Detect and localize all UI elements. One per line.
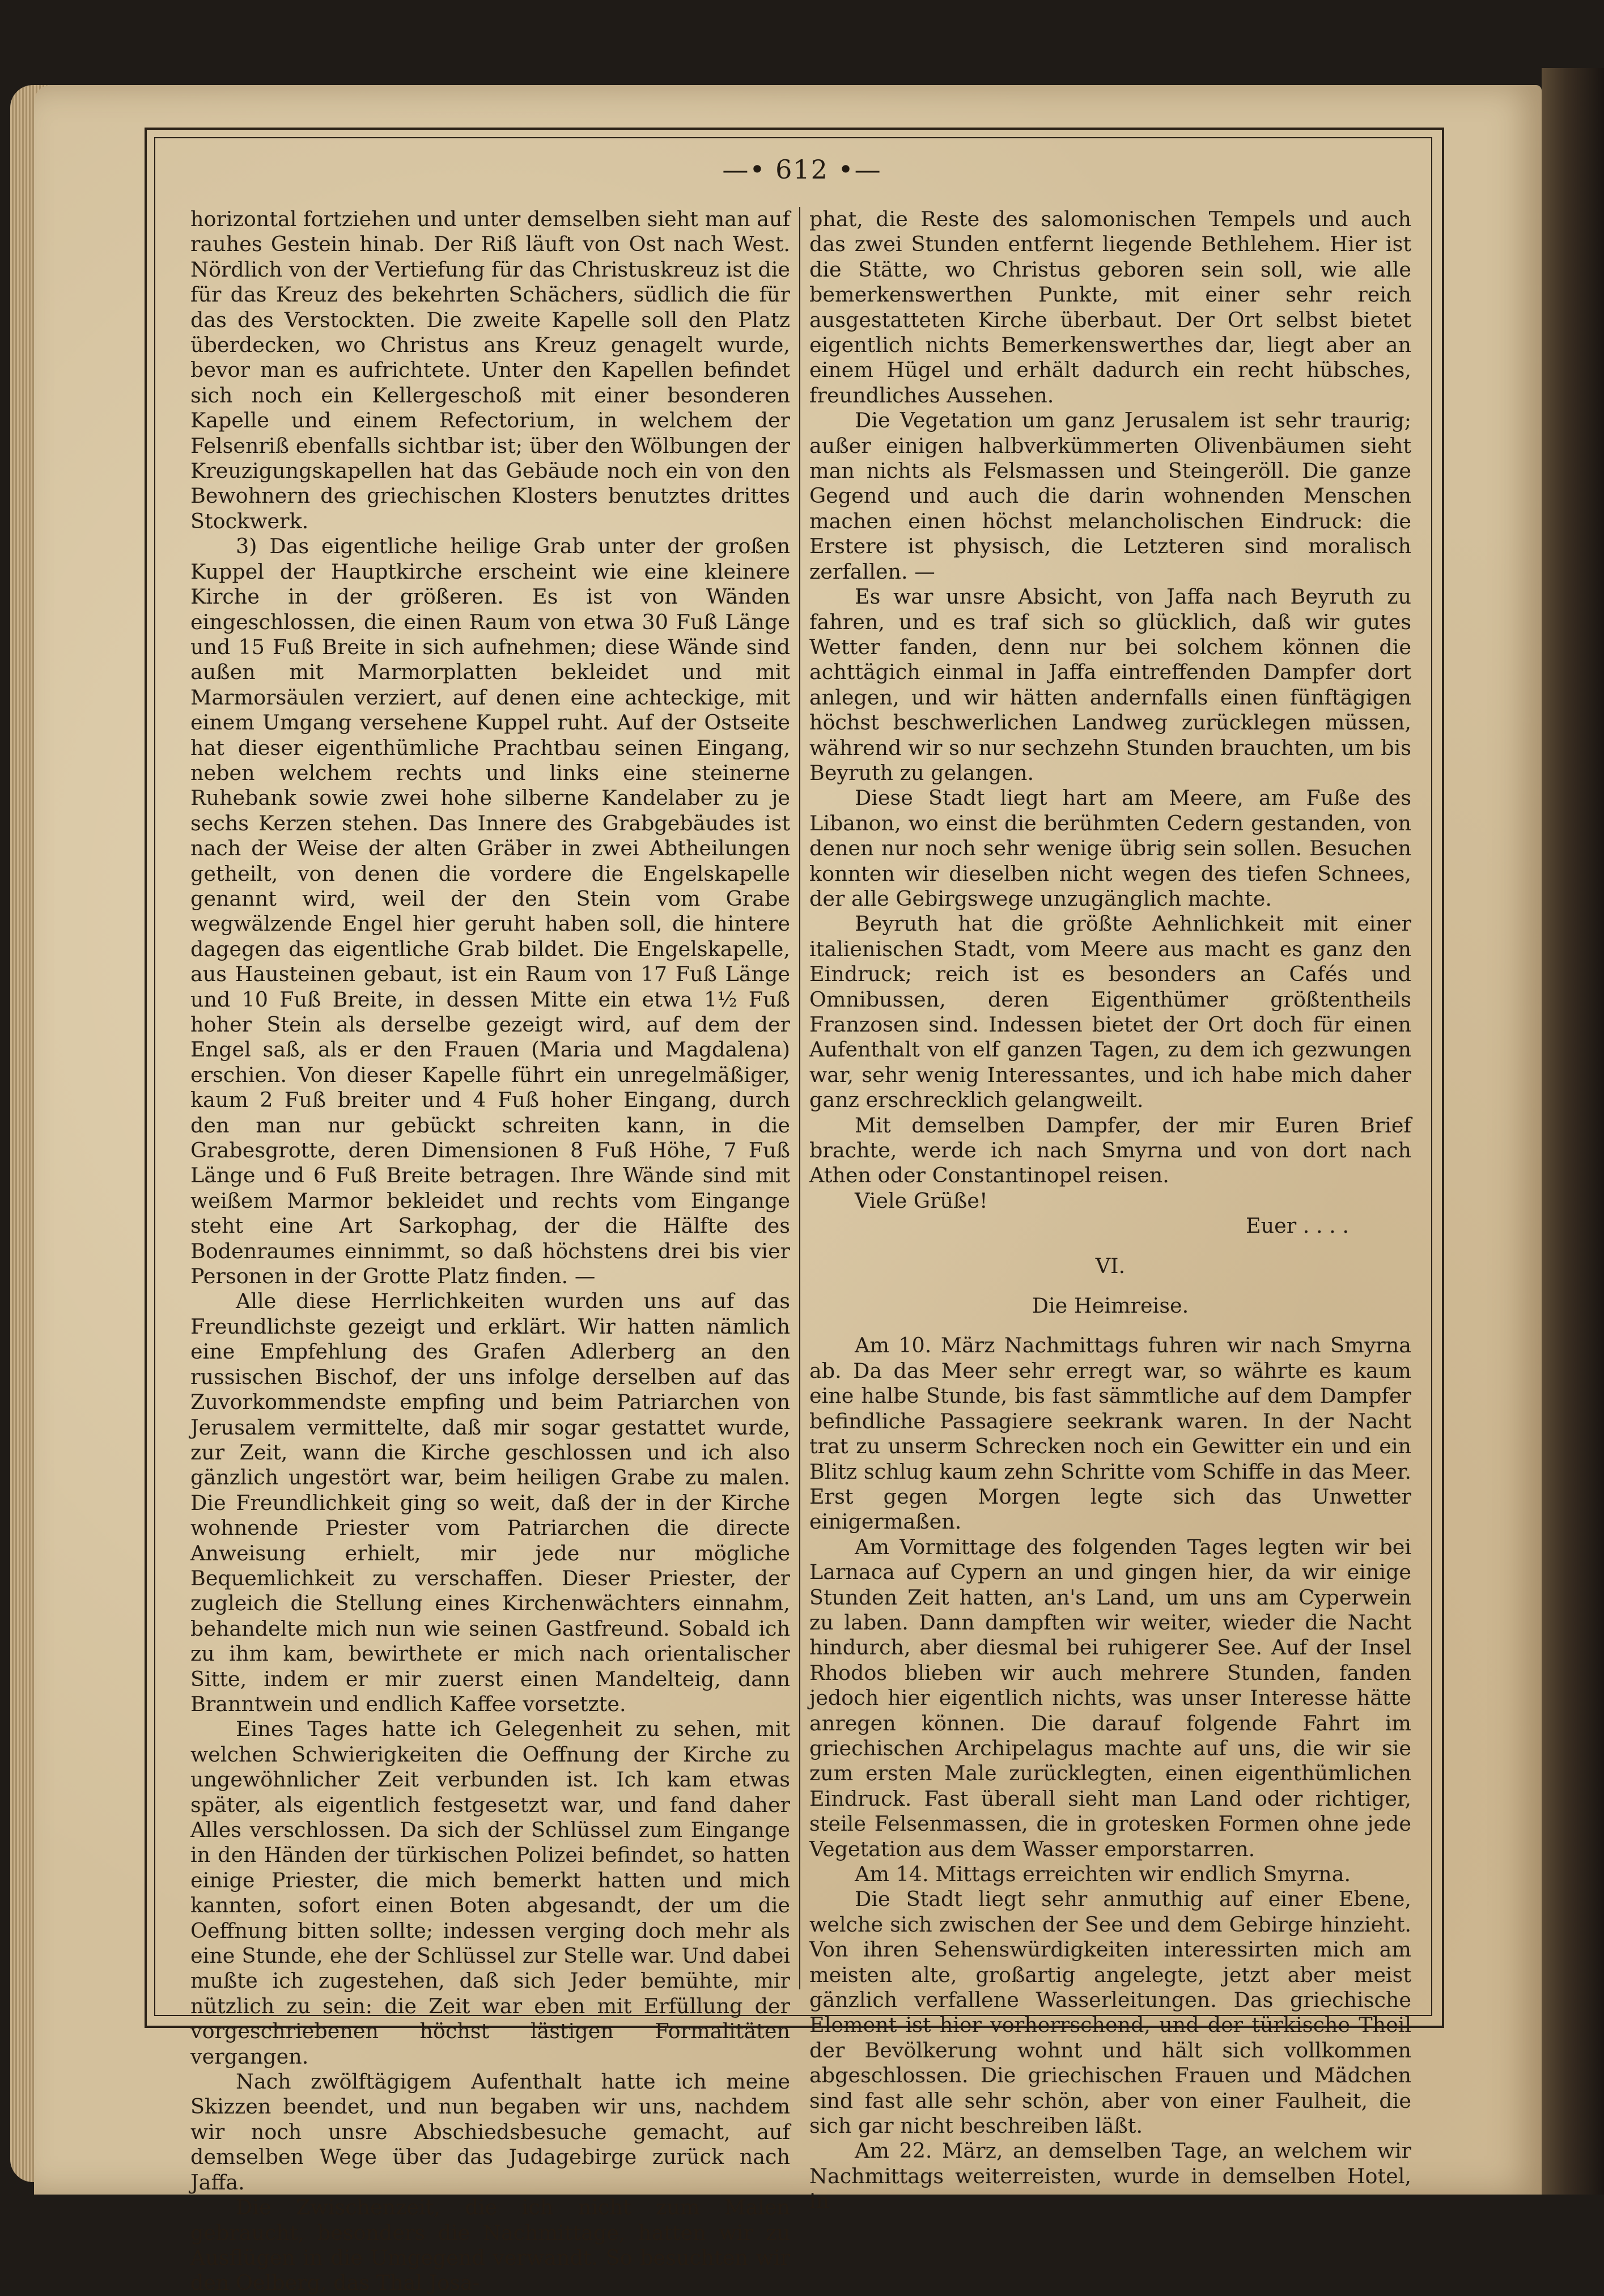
section-subheading: Die Heimreise. <box>1032 1293 1189 1318</box>
ornament-right: •— <box>838 154 882 185</box>
paragraph: horizontal fortziehen und unter demselben sieht man auf rauhes Gestein hinab. Der Riß läuft von Ost nach West. Nördlich von der Vertiefung für das Christuskreuz ist die für das Kreuz des bekehrten Schächers, südlich die für das des Verstockten. Die zweite Kapelle soll den Platz überdecken, wo Christus ans Kreuz genagelt wurde, bevor man es aufrichtete. Unter den Kapellen befindet sich noch ein Kellergeschoß mit einer besonderen Kapelle und einem Refectorium, in welchem der Felsenriß ebenfalls sichtbar ist; über den Wölbungen der Kreuzigungskapellen hat das Gebäude noch ein von den Bewohnern des griechischen Klosters benutztes drittes Stockwerk. <box>190 207 790 533</box>
paragraph: Am 10. März Nachmittags fuhren wir nach Smyrna ab. Da das Meer sehr erregt war, so währte es kaum eine halbe Stunde, bis fast sämmtliche auf dem Dampfer befindliche Passagiere seekrank waren. In der Nacht trat zu unserm Schrecken noch ein Gewitter ein und ein Blitz schlug kaum zehn Schritte vom Schiffe in das Meer. Erst gegen Morgen legte sich das Unwetter einigermaßen. <box>809 1333 1411 1534</box>
paragraph: Nach zwölftägigem Aufenthalt hatte ich meine Skizzen beendet, und nun begaben wir uns, nachdem wir noch unsre Abschiedsbesuche gemacht, auf demselben Wege über das Judagebirge zurück nach Jaffa. <box>190 2069 790 2195</box>
right-column <box>809 207 1411 2214</box>
page-number: 612 <box>775 154 829 185</box>
paragraph: Eines Tages hatte ich Gelegenheit zu sehen, mit welchen Schwierigkeiten die Oeffnung der Kirche zu ungewöhnlicher Zeit verbunden ist. Ich kam etwas später, als eigentlich festgesetzt war, und fand daher Alles verschlossen. Da sich der Schlüssel zum Eingange in den Händen der türkischen Polizei befindet, so hatten einige Priester, die mich bemerkt hatten und mich kannten, sofort einen Boten abgesandt, der um die Oeffnung bitten sollte; indessen verging doch mehr als eine Stunde, ehe der Schlüssel zur Stelle war. Und dabei mußte ich zugestehen, daß sich Jeder bemühte, mir nützlich zu sein: die Zeit war eben mit Erfüllung der vorgeschriebenen höchst lästigen Formalitäten vergangen. <box>190 1717 790 2069</box>
paragraph: Es war unsre Absicht, von Jaffa nach Beyruth zu fahren, und es traf sich so glücklich, daß wir gutes Wetter fanden, denn nur bei solchem können die achttägich einmal in Jaffa eintreffenden Dampfer dort anlegen, und wir hätten andernfalls einen fünftägigen höchst beschwerlichen Landweg zurücklegen müssen, während wir so nur sechzehn Stunden brauchten, um bis Beyruth zu gelangen. <box>809 584 1411 785</box>
book-spine <box>1542 68 1604 2195</box>
paragraph: Am 22. März, an demselben Tage, an welchem wir Nachmittags weiterreisten, wurde in demselben Hotel, in <box>809 2138 1411 2214</box>
paragraph: Beyruth hat die größte Aehnlichkeit mit einer italienischen Stadt, vom Meere aus macht es ganz den Eindruck; reich ist es besonders an Cafés und Omnibussen, deren Eigenthümer größtentheils Franzosen sind. Indessen bietet der Ort doch für einen Aufenthalt von elf ganzen Tagen, zu dem ich gezwungen war, sehr wenig Interessantes, und ich habe mich daher ganz erschrecklich gelangweilt. <box>809 911 1411 1113</box>
paragraph: 3) Das eigentliche heilige Grab unter der großen Kuppel der Hauptkirche erscheint wie eine kleinere Kirche in der größeren. Es ist von Wänden eingeschlossen, die einen Raum von etwa 30 Fuß Länge und 15 Fuß Breite in sich aufnehmen; diese Wände sind außen mit Marmorplatten bekleidet und mit Marmorsäulen verziert, auf denen eine achteckige, mit einem Umgang versehene Kuppel ruht. Auf der Ostseite hat dieser eigenthümliche Prachtbau seinen Eingang, neben welchem rechts und links eine steinerne Ruhebank sowie zwei hohe silberne Kandelaber zu je sechs Kerzen stehen. Das Innere des Grabgebäudes ist nach der Weise der alten Gräber in zwei Abtheilungen getheilt, von denen die vordere die Engelskapelle genannt wird, weil der den Stein vom Grabe wegwälzende Engel hier geruht haben soll, die hintere dagegen das eigentliche Grab bildet. Die Engelskapelle, aus Hausteinen gebaut, ist ein Raum von 17 Fuß Länge und 10 Fuß Breite, in dessen Mitte ein etwa 1½ Fuß hoher Stein als derselbe gezeigt wird, auf dem der Engel saß, als er den Frauen (Maria und Magdalena) erschien. Von dieser Kapelle führt ein unregelmäßiger, kaum 2 Fuß breiter und 4 Fuß hoher Eingang, durch den man nur gebückt schreiten kann, in die Grabesgrotte, deren Dimensionen 8 Fuß Höhe, 7 Fuß Länge und 6 Fuß Breite betragen. Ihre Wände sind mit weißem Marmor bekleidet und rechts vom Eingange steht eine Art Sarkophag, der die Hälfte des Bodenraumes einnimmt, so daß höchstens drei bis vier Personen in der Grotte Platz finden. — <box>190 534 790 1289</box>
paragraph: phat, die Reste des salomonischen Tempels und auch das zwei Stunden entfernt liegende Bethlehem. Hier ist die Stätte, wo Christus geboren sein soll, wie alle bemerkenswerthen Punkte, mit einer sehr reich ausgestatteten Kirche überbaut. Der Ort selbst bietet eigentlich nichts Bemerkenswerthes dar, liegt aber an einem Hügel und erhält dadurch ein recht hübsches, freundliches Aussehen. <box>809 207 1411 408</box>
letter-signature: Euer . . . . <box>1245 1213 1349 1238</box>
section-heading: VI. <box>1095 1253 1126 1278</box>
paragraph: Die Stadt liegt sehr anmuthig auf einer Ebene, welche sich zwischen der See und dem Gebirge hinzieht. Von ihren Sehenswürdigkeiten interessirten mich am meisten alte, großartig angelegte, jetzt aber meist gänzlich verfallene Wasserleitungen. Das griechische Element ist hier vorherrschend, und der türkische Theil der Bevölkerung wohnt und hält sich vollkommen abgeschlossen. Die griechischen Frauen und Mädchen sind fast alle sehr schön, aber von einer Faulheit, die sich gar nicht beschreiben läßt. <box>809 1887 1411 2138</box>
left-column <box>190 207 790 2295</box>
paragraph: Am 14. Mittags erreichten wir endlich Smyrna. <box>855 1862 1351 1886</box>
paragraph: Alle diese Herrlichkeiten wurden uns auf das Freundlichste gezeigt und erklärt. Wir hatten nämlich eine Empfehlung des Grafen Adlerberg an den russischen Bischof, der uns infolge derselben auf das Zuvorkommendste empfing und beim Patriarchen von Jerusalem vermittelte, daß mir sogar gestattet wurde, zur Zeit, wann die Kirche geschlossen und ich also gänzlich ungestört war, beim heiligen Grabe zu malen. Die Freundlichkeit ging so weit, daß der in der Kirche wohnende Priester vom Patriarchen die directe Anweisung erhielt, mir jede nur mögliche Bequemlichkeit zu verschaffen. Dieser Priester, der zugleich die Stellung eines Kirchenwächters einnahm, behandelte mich nun wie seinen Gastfreund. Sobald ich zu ihm kam, bewirthete er mich nach orientalischer Sitte, indem er mir zuerst einen Mandelteig, dann Branntwein und endlich Kaffee vorsetzte. <box>190 1289 790 1716</box>
paragraph: Mit demselben Dampfer, der mir Euren Brief brachte, werde ich nach Smyrna und von dort nach Athen oder Constantinopel reisen. <box>809 1113 1411 1188</box>
column-divider <box>799 207 800 1989</box>
paragraph: Diese Stadt liegt hart am Meere, am Fuße des Libanon, wo einst die berühmten Cedern gestanden, von denen nur noch sehr wenige übrig sein sollen. Besuchen konnten wir dieselben nicht wegen des tiefen Schnees, der alle Gebirgswege unzugänglich machte. <box>809 786 1411 911</box>
paragraph: Viele Grüße! <box>855 1188 988 1213</box>
paragraph: Die Vegetation um ganz Jerusalem ist sehr traurig; außer einigen halbverkümmerten Olivenbäumen sieht man nichts als Felsmassen und Steingeröll. Die ganze Gegend und auch die darin wohnenden Menschen machen einen höchst melancholischen Eindruck: die Erstere ist physisch, die Letzteren sind moralisch zerfallen. — <box>809 408 1411 584</box>
ornament-left: —• <box>722 154 766 185</box>
paragraph: Die Zwischenzeit, die ich nicht zum Malen gebraucht, besonders die Nachmittage, hatten wir zu Ausflügen in die Umgegend verwandt. So besuchten wir den Oelberg, das Thal Josa- <box>190 2195 790 2295</box>
page-number-header <box>0 154 1604 185</box>
paragraph: Am Vormittage des folgenden Tages legten wir bei Larnaca auf Cypern an und gingen hier, da wir einige Stunden Zeit hatten, an's Land, um uns am Cyperwein zu laben. Dann dampften wir weiter, wieder die Nacht hindurch, aber diesmal bei ruhigerer See. Auf der Insel Rhodos blieben wir auch mehrere Stunden, fanden jedoch hier eigentlich nichts, was unser Interesse hätte anregen können. Die darauf folgende Fahrt im griechischen Archipelagus machte auf uns, die wir sie zum ersten Male zurücklegten, einen eigenthümlichen Eindruck. Fast überall sieht man Land oder richtiger, steile Felsenmassen, die in grotesken Formen ohne jede Vegetation aus dem Wasser emporstarren. <box>809 1534 1411 1861</box>
